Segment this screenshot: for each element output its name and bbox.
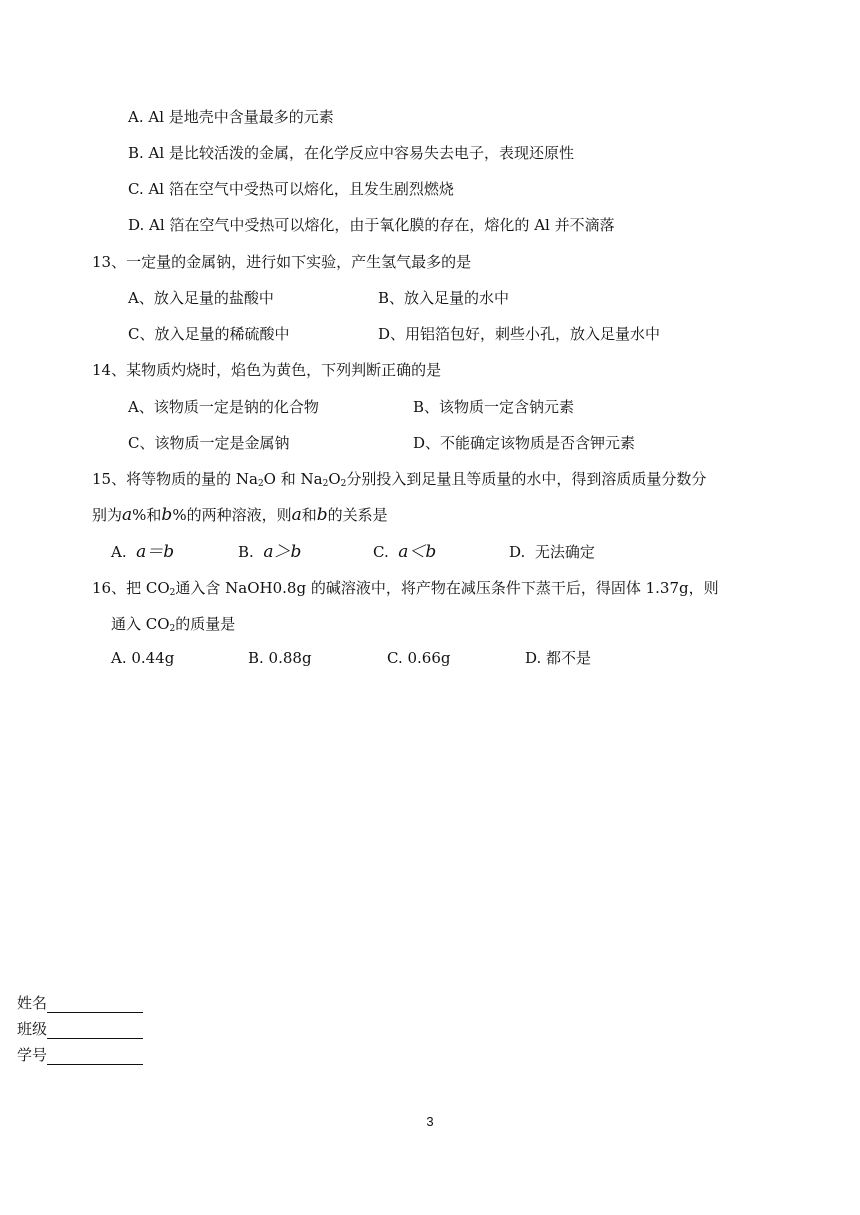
option-relation: a＞b <box>263 542 302 562</box>
q15-text: O 和 Na <box>263 470 323 488</box>
student-name-row <box>17 993 143 1013</box>
q16-option-b: B. 0.88g <box>248 649 312 667</box>
q15-stem-line1 <box>92 469 706 489</box>
q15-text: 15、将等物质的量的 Na <box>92 470 258 488</box>
option-relation: a＜b <box>398 542 437 562</box>
q16-option-d: D. 都不是 <box>525 649 592 667</box>
q15-stem-line2 <box>92 505 388 525</box>
q14-stem: 14、某物质灼烧时，焰色为黄色，下列判断正确的是 <box>92 361 442 379</box>
q15-text: %和 <box>132 506 162 524</box>
subscript: 2 <box>322 479 329 489</box>
q15-text: %的两种溶液，则 <box>172 506 292 524</box>
q13-stem: 13、一定量的金属钠，进行如下实验，产生氢气最多的是 <box>92 253 472 271</box>
q15-text: O <box>328 470 341 488</box>
variable-b: b <box>316 505 328 525</box>
id-label: 学号 <box>17 1046 48 1064</box>
q14-option-d: D、不能确定该物质是否含钾元素 <box>413 434 636 452</box>
student-id-row <box>17 1045 143 1065</box>
q16-stem-line2 <box>111 614 235 634</box>
q13-option-d: D、用铝箔包好，刺些小孔，放入足量水中 <box>378 325 661 343</box>
q12-option-d: D. Al 箔在空气中受热可以熔化，由于氧化膜的存在，熔化的 Al 并不滴落 <box>128 216 615 234</box>
q14-option-c: C、该物质一定是金属钠 <box>128 434 290 452</box>
id-blank[interactable] <box>47 1048 143 1065</box>
subscript: 2 <box>169 624 176 634</box>
q15-option-a <box>111 542 174 562</box>
q15-option-b <box>238 542 301 562</box>
option-letter: D. <box>509 543 526 561</box>
q15-text: 别为 <box>92 506 123 524</box>
name-blank[interactable] <box>47 996 143 1013</box>
subscript: 2 <box>257 479 264 489</box>
q15-text: 分别投入到足量且等质量的水中，得到溶质质量分数分 <box>346 470 707 488</box>
variable-a: a <box>122 505 133 525</box>
variable-a: a <box>291 505 302 525</box>
q13-option-b: B、放入足量的水中 <box>378 289 510 307</box>
q13-option-c: C、放入足量的稀硫酸中 <box>128 325 290 343</box>
class-label: 班级 <box>17 1020 48 1038</box>
q12-option-b: B. Al 是比较活泼的金属，在化学反应中容易失去电子，表现还原性 <box>128 144 574 162</box>
page-number: 3 <box>426 1114 434 1129</box>
option-letter: C. <box>373 543 389 561</box>
subscript: 2 <box>169 588 176 598</box>
student-class-row <box>17 1019 143 1039</box>
q15-option-c <box>373 542 436 562</box>
option-relation: 无法确定 <box>534 543 595 561</box>
q15-text: 和 <box>301 506 317 524</box>
option-letter: B. <box>238 543 254 561</box>
q16-option-a: A. 0.44g <box>111 649 175 667</box>
option-letter: A. <box>111 543 127 561</box>
q12-option-c: C. Al 箔在空气中受热可以熔化，且发生剧烈燃烧 <box>128 180 454 198</box>
q16-stem-line1 <box>92 578 719 598</box>
q16-text: 通入 CO <box>111 615 170 633</box>
q16-text: 的质量是 <box>175 615 236 633</box>
class-blank[interactable] <box>47 1022 143 1039</box>
q16-text: 通入含 NaOH0.8g 的碱溶液中，将产物在减压条件下蒸干后，得固体 1.37g，则 <box>175 579 719 597</box>
q15-text: 的关系是 <box>327 506 388 524</box>
subscript: 2 <box>340 479 347 489</box>
q16-text: 16、把 CO <box>92 579 170 597</box>
variable-b: b <box>161 505 173 525</box>
q16-option-c: C. 0.66g <box>387 649 451 667</box>
q15-option-d <box>509 542 595 562</box>
option-relation: a＝b <box>136 542 175 562</box>
name-label: 姓名 <box>17 994 48 1012</box>
q14-option-a: A、该物质一定是钠的化合物 <box>128 398 319 416</box>
q14-option-b: B、该物质一定含钠元素 <box>413 398 575 416</box>
q13-option-a: A、放入足量的盐酸中 <box>128 289 274 307</box>
q12-option-a: A. Al 是地壳中含量最多的元素 <box>128 108 334 126</box>
